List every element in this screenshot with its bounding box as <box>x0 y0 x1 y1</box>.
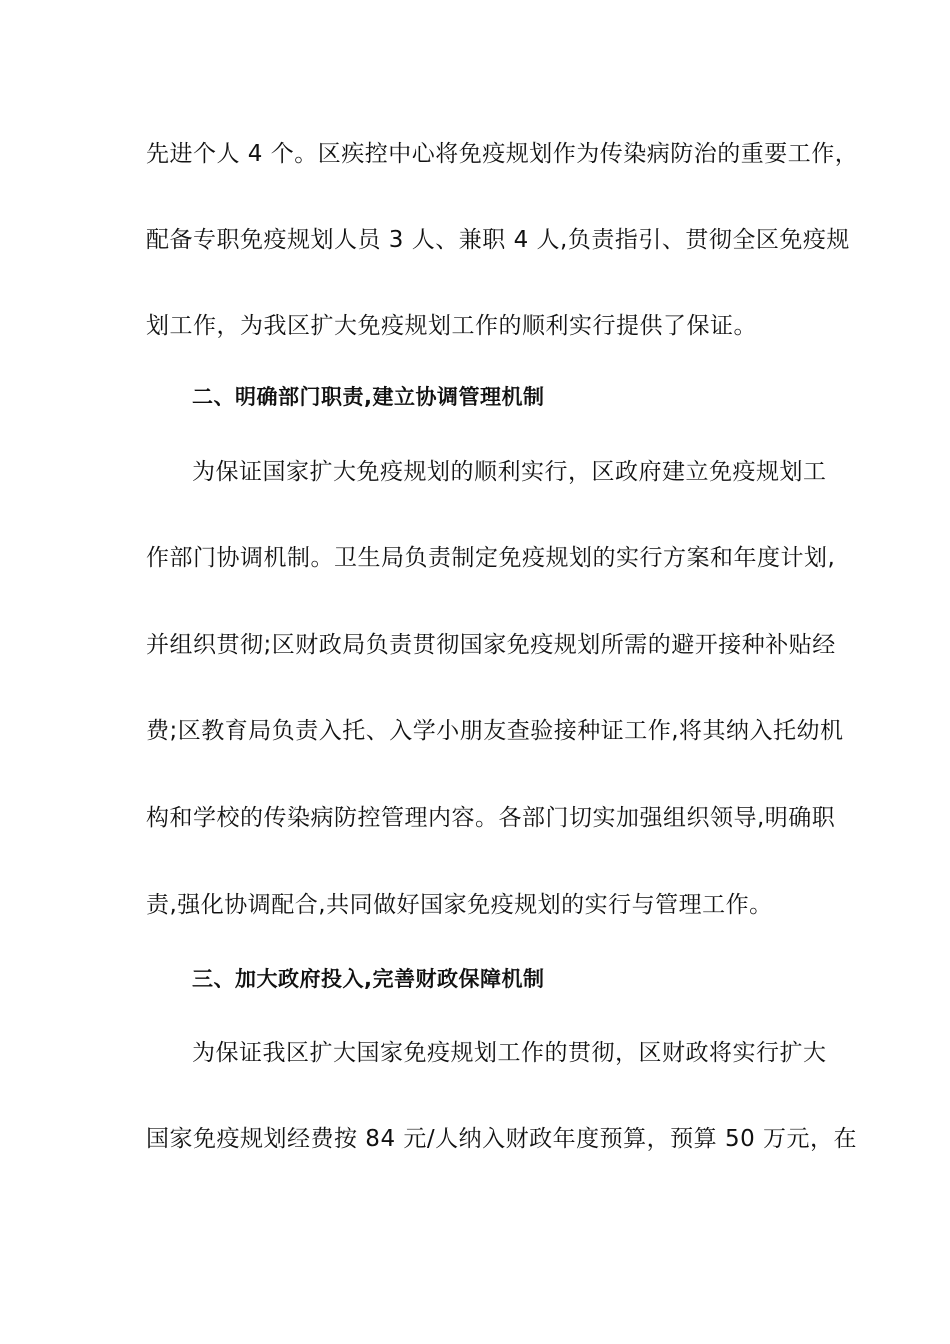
section-heading-2: 二、明确部门职责,建立协调管理机制 <box>192 385 545 409</box>
paragraph-line: 并组织贯彻;区财政局负责贯彻国家免疫规划所需的避开接种补贴经 <box>146 632 836 658</box>
paragraph-line: 划工作，为我区扩大免疫规划工作的顺利实行提供了保证。 <box>146 313 757 339</box>
paragraph-line: 配备专职免疫规划人员 3 人、兼职 4 人,负责指引、贯彻全区免疫规 <box>146 227 850 253</box>
paragraph-line: 作部门协调机制。卫生局负责制定免疫规划的实行方案和年度计划, <box>146 545 836 571</box>
paragraph-line: 国家免疫规划经费按 84 元/人纳入财政年度预算，预算 50 万元，在 <box>146 1126 858 1152</box>
paragraph-line: 先进个人 4 个。区疾控中心将免疫规划作为传染病防治的重要工作， <box>146 141 859 167</box>
paragraph-line: 为保证我区扩大国家免疫规划工作的贯彻，区财政将实行扩大 <box>192 1040 827 1066</box>
paragraph-line: 费;区教育局负责入托、入学小朋友查验接种证工作,将其纳入托幼机 <box>146 718 844 744</box>
paragraph-line: 构和学校的传染病防控管理内容。各部门切实加强组织领导,明确职 <box>146 805 836 831</box>
paragraph-line: 为保证国家扩大免疫规划的顺利实行，区政府建立免疫规划工 <box>192 459 827 485</box>
section-heading-3: 三、加大政府投入,完善财政保障机制 <box>192 967 545 991</box>
paragraph-line: 责,强化协调配合,共同做好国家免疫规划的实行与管理工作。 <box>146 892 773 918</box>
